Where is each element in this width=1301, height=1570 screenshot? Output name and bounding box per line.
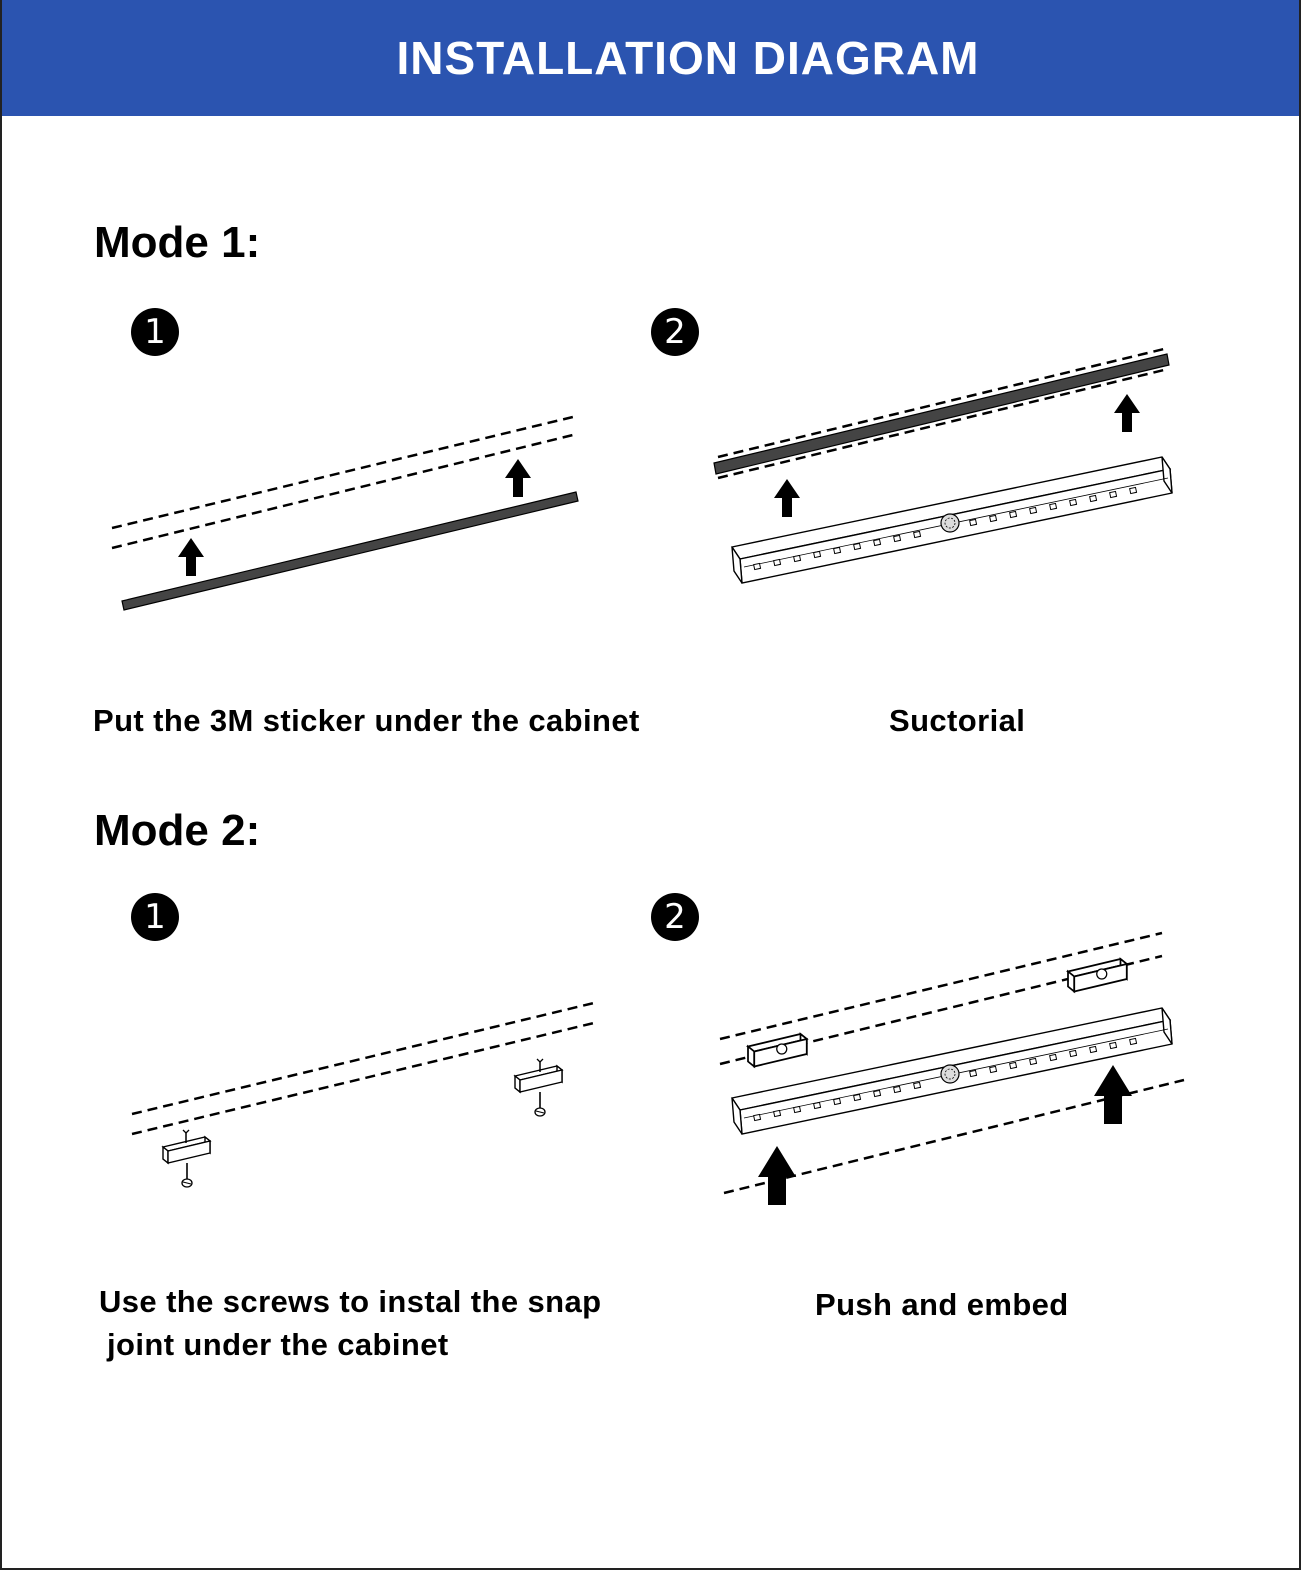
arrow-up-icon: [774, 479, 800, 517]
snap-clip-icon: [163, 1130, 210, 1163]
arrow-up-icon: [1114, 394, 1140, 432]
snap-clip-icon: [748, 1034, 807, 1067]
arrow-up-icon: [758, 1146, 796, 1205]
cabinet-line-lower: [112, 434, 577, 548]
mode1-title: Mode 1:: [94, 218, 261, 267]
mode2-step1-caption-line-2: joint under the cabinet: [107, 1327, 449, 1362]
screw-icon: [535, 1092, 545, 1116]
arrow-up-icon: [505, 459, 531, 497]
mode1-step2-number: 2: [651, 308, 699, 356]
arrow-up-icon: [1094, 1065, 1132, 1124]
mode2-step1-caption: [99, 1280, 601, 1366]
screw-icon: [182, 1163, 192, 1187]
mode1-step1-number: 1: [131, 308, 179, 356]
cabinet-line-upper: [132, 1002, 598, 1114]
mode1-step1-caption: Put the 3M sticker under the cabinet: [93, 703, 640, 738]
header-title: INSTALLATION DIAGRAM: [396, 32, 980, 84]
mode2-step1-illustration: [132, 1002, 598, 1187]
mode2-step2-illustration: [720, 933, 1184, 1205]
led-light-bar-icon: [732, 457, 1172, 583]
mode2-step2-caption: Push and embed: [815, 1287, 1069, 1322]
mode2-step1-caption-line-1: Use the screws to instal the snap: [99, 1284, 602, 1319]
cabinet-line-lower: [718, 370, 1164, 478]
sticker-strip-icon: [714, 354, 1169, 474]
mode2-step1-number: 1: [131, 893, 179, 941]
mode2-title: Mode 2:: [94, 806, 261, 855]
mode1-step1-illustration: [112, 416, 578, 610]
mode1-step2-caption: Suctorial: [889, 703, 1026, 738]
mode2-step2-number: 2: [651, 893, 699, 941]
arrow-up-icon: [178, 538, 204, 576]
snap-clip-icon: [515, 1059, 562, 1092]
mode1-step2-illustration: [714, 349, 1172, 583]
snap-clip-icon: [1068, 959, 1127, 992]
cabinet-line-upper: [718, 349, 1164, 457]
